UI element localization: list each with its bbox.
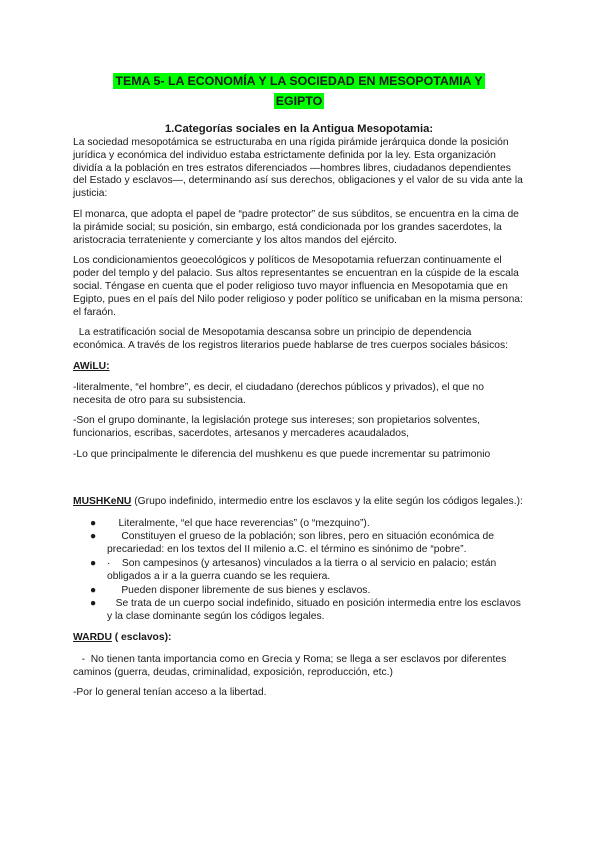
document-page [73, 72, 525, 708]
wardu-paragraph-1: - No tienen tanta importancia como en Grecia y Roma; se llega a ser esclavos por diferentes caminos (guerra, deudas, criminalidad, exposición, reproducción, etc.) [73, 653, 510, 678]
spacer [73, 470, 525, 496]
mushkenu-heading: MUSHKeNU [73, 495, 132, 507]
mushkenu-intro-text: (Grupo indefinido, intermedio entre los esclavos y la elite según los códigos legales.): [131, 495, 523, 507]
wardu-paragraph-2: -Por lo general tenían acceso a la libertad. [73, 687, 267, 699]
bullet-icon: ● [90, 557, 97, 569]
paragraph-monarch: El monarca, que adopta el papel de “padre protector” de sus súbditos, se encuentra en la cima de la pirámide social; su posición, sin embargo, está condicionada por los grandes sacerdotes, la aristocracia terrateniente y comerciante y los altos mandos del ejército. [73, 208, 519, 246]
wardu-heading: WARDU [73, 631, 112, 643]
bullet-icon: ● [90, 584, 97, 596]
paragraph-intro: La sociedad mesopotámica se estructuraba en una rígida pirámide jerárquica donde la posición jurídica y económica del individuo estaba estrictamente definida por la ley. Esta organización dividía a la población en tres estratos diferenciados —hombres libres, ciudadanos dependientes del Estado y esclavos—, determinando así sus derechos, obligaciones y el valor de su vida ante la justicia: [73, 137, 523, 200]
title-line-1: TEMA 5- LA ECONOMÍA Y LA SOCIEDAD EN MESOPOTAMIA Y [115, 74, 483, 88]
paragraph-stratification: La estratificación social de Mesopotamia descansa sobre un principio de dependencia económica. A través de los registros literarios puede hablarse de tres cuerpos sociales básicos: [73, 327, 508, 352]
section-heading: 1.Categorías sociales en la Antigua Mesopotamia: [164, 123, 434, 135]
mushkenu-bullet-list [73, 518, 525, 624]
list-item: ● Se trata de un cuerpo social indefinido, situado en posición intermedia entre los esclavos y la clase dominante según los códigos legales. [90, 598, 524, 623]
awilu-paragraph-3: -Lo que principalmente le diferencia del mushkenu es que puede incrementar su patrimonio [73, 448, 491, 460]
list-item: ● Literalmente, “el que hace reverencias” (o “mezquino”). [90, 517, 370, 529]
bullet-icon: ● [90, 598, 97, 610]
wardu-heading-suffix: ( esclavos): [111, 631, 172, 643]
awilu-paragraph-1: -literalmente, “el hombre”, es decir, el ciudadano (derechos públicos y privados), el que no necesita de otro para su subsistencia. [73, 381, 484, 406]
mushkenu-intro [73, 496, 525, 509]
awilu-paragraph-2: -Son el grupo dominante, la legislación protege sus intereses; son propietarios solventes, funcionarios, escribas, sacerdotes, artesanos y mercaderes acaudalados, [73, 415, 480, 440]
list-item: ● · Son campesinos (y artesanos) vinculados a la tierra o al servicio en palacio; están obligados a ir a la guerra cuando se les requiera. [90, 557, 500, 582]
bullet-icon: ● [90, 531, 97, 543]
list-item: ● Constituyen el grueso de la población; son libres, pero en situación económica de precariedad: en los textos del II milenio a.C. el término es sinónimo de “pobre”. [90, 531, 497, 556]
list-item: ● Pueden disponer libremente de sus bienes y esclavos. [90, 584, 371, 596]
title-line-2: EGIPTO [275, 94, 323, 108]
document-title [73, 72, 525, 112]
bullet-icon: ● [90, 517, 97, 529]
awilu-heading: AWiLU: [73, 360, 110, 372]
wardu-heading-line [73, 632, 525, 645]
paragraph-temple-palace: Los condicionamientos geoecológicos y políticos de Mesopotamia refuerzan continuamente el poder del templo y del palacio. Sus altos representantes se encuentran en la cúspide de la escala social. Téngase en cuenta que el poder religioso tuvo mayor influencia en Mesopotamia que en Egipto, pues en el país del Nilo poder religioso y poder político se unificaban en la misma persona: el faraón. [73, 255, 523, 318]
